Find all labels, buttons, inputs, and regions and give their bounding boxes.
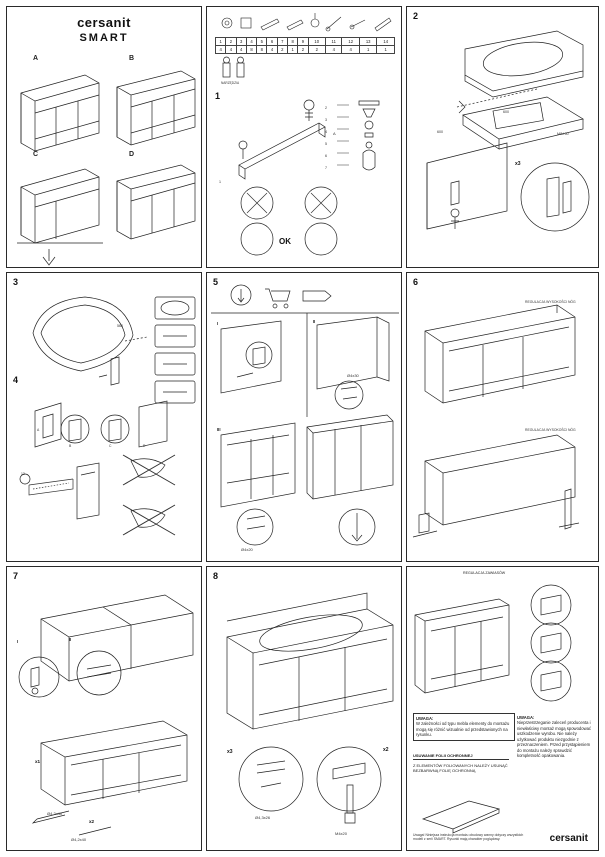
warning-box-2 — [515, 713, 597, 761]
qty-x1: x1 — [35, 759, 41, 764]
screw-label-1: Ø4,2x40 — [47, 811, 63, 816]
step-number-3: 3 — [13, 277, 19, 287]
foil-text: Z ELEMENTÓW FOLIOWANYCH NALEŻY USUNĄĆ BEZBARWNĄ FOLIĘ OCHRONNĄ — [413, 763, 508, 774]
parts-table-qty-row: 4 4 4 8 8 4 2 1 2 2 4 4 1 1 — [216, 46, 395, 54]
variant-label-b: B — [129, 55, 135, 62]
drill-label-1: Ø4x30 — [347, 373, 359, 378]
qty-x3: x3 — [515, 161, 521, 167]
step-number-7: 7 — [13, 571, 19, 581]
svg-text:1: 1 — [219, 180, 221, 184]
svg-text:12: 12 — [21, 472, 25, 476]
warn-text-2: Nieprzestrzeganie zaleceń producenta i niewłaściwy montaż mogą spowodować uszkodzenie wyrobu. Nie należy użytkować produktu niezgodnie z przeznaczeniem. Przed przystąpieniem do montażu należy sprawdzić kompletność opakowania. — [517, 720, 592, 759]
footer-brand: cersanit — [549, 833, 588, 844]
brand-name: cersanit — [77, 15, 131, 30]
warn-text-1: W zależności od typu mebla elementy do montażu mogą się różnić wizualnie od przedstawionych na rysunku. — [416, 721, 510, 738]
hinge-drawing — [407, 581, 599, 709]
step-number-2: 2 — [413, 11, 419, 21]
step3-4-drawing — [7, 279, 202, 561]
dim-560: 560 — [117, 324, 123, 328]
brand-block — [7, 15, 201, 44]
step7-drawing — [7, 573, 202, 851]
svg-text:II: II — [69, 637, 72, 642]
parts-icons — [215, 11, 395, 37]
variant-label-d: D — [129, 151, 135, 158]
foil-title: USUWANIE FOLII OCHRONNEJ — [413, 753, 509, 760]
dim-600-a: 600 — [437, 130, 443, 134]
drill-label-3: Ø4x20 — [241, 547, 253, 552]
screw-label-2: Ø4,2x40 — [71, 837, 87, 842]
screw8-label-2: M4x20 — [335, 831, 348, 836]
dim-min50: MIN 50 — [557, 132, 569, 136]
svg-text:B: B — [69, 444, 72, 448]
panel-step-7 — [6, 566, 202, 851]
dim-600-b: 600 — [503, 110, 509, 114]
step-number-6: 6 — [413, 277, 419, 287]
step5-drawing — [207, 277, 402, 559]
svg-text:NARZĘDZIA: NARZĘDZIA — [221, 81, 240, 85]
svg-text:6: 6 — [325, 154, 327, 158]
panel-step-5 — [206, 272, 402, 562]
step-number-1: 1 — [215, 91, 221, 101]
svg-text:C: C — [109, 444, 112, 448]
tools-icons — [215, 55, 395, 85]
cross-a-label: A — [333, 131, 336, 136]
svg-text:I: I — [17, 639, 19, 644]
screw8-label-1: Ø4,3x26 — [255, 815, 271, 820]
qty8-x2: x2 — [383, 747, 389, 753]
svg-text:II: II — [313, 319, 316, 324]
variant-drawings — [7, 57, 202, 267]
variant-label-c: C — [33, 151, 39, 158]
svg-text:2: 2 — [325, 106, 327, 110]
ok-label: OK — [279, 237, 291, 246]
product-name: SMART — [79, 32, 129, 44]
svg-text:I: I — [217, 321, 219, 326]
parts-table-header-row: 1 2 3 4 5 6 7 8 9 10 11 12 13 14 — [216, 38, 395, 46]
panel-step-3-4 — [6, 272, 202, 562]
step6-drawing — [407, 279, 599, 561]
svg-text:D: D — [143, 444, 146, 448]
variant-label-a: A — [33, 55, 39, 62]
svg-text:III: III — [217, 427, 221, 432]
panel-variants — [6, 6, 202, 268]
warn-title-2: UWAGA: — [517, 715, 535, 720]
panel-notes — [406, 566, 599, 851]
svg-text:5: 5 — [325, 142, 327, 146]
qty-x2: x2 — [89, 819, 95, 824]
hinge-note: REGULACJA ZAWIASÓW — [463, 571, 506, 575]
panel-step-1 — [206, 6, 402, 268]
panel-step-6 — [406, 272, 599, 562]
note-top: REGULACJA WYSOKOŚCI NÓG — [525, 300, 576, 304]
svg-text:3: 3 — [325, 118, 327, 122]
step-number-5: 5 — [213, 277, 219, 287]
svg-text:A: A — [37, 428, 40, 432]
svg-text:7: 7 — [325, 166, 327, 170]
parts-table — [215, 37, 395, 54]
warn-title-1: UWAGA: — [416, 716, 434, 721]
qty8-x3: x3 — [227, 749, 233, 755]
foil-drawing — [413, 785, 509, 835]
note-bottom: REGULACJA WYSOKOŚCI NÓG — [525, 428, 576, 432]
warning-box-1 — [413, 713, 515, 741]
svg-text:4: 4 — [325, 130, 327, 134]
panel-step-8 — [206, 566, 402, 851]
step-number-8: 8 — [213, 571, 219, 581]
bottom-note: Uwaga! Niniejsza instrukcja montażu obudowy wanny dotyczy wszystkich modeli z serii SMART. Rysunki mają charakter poglądowy. — [413, 833, 524, 842]
step8-drawing — [207, 573, 402, 851]
step2-drawing — [407, 15, 599, 265]
step1-drawing — [213, 87, 399, 263]
step-number-4: 4 — [13, 375, 19, 385]
parts-legend — [215, 11, 395, 54]
panel-step-2 — [406, 6, 599, 268]
